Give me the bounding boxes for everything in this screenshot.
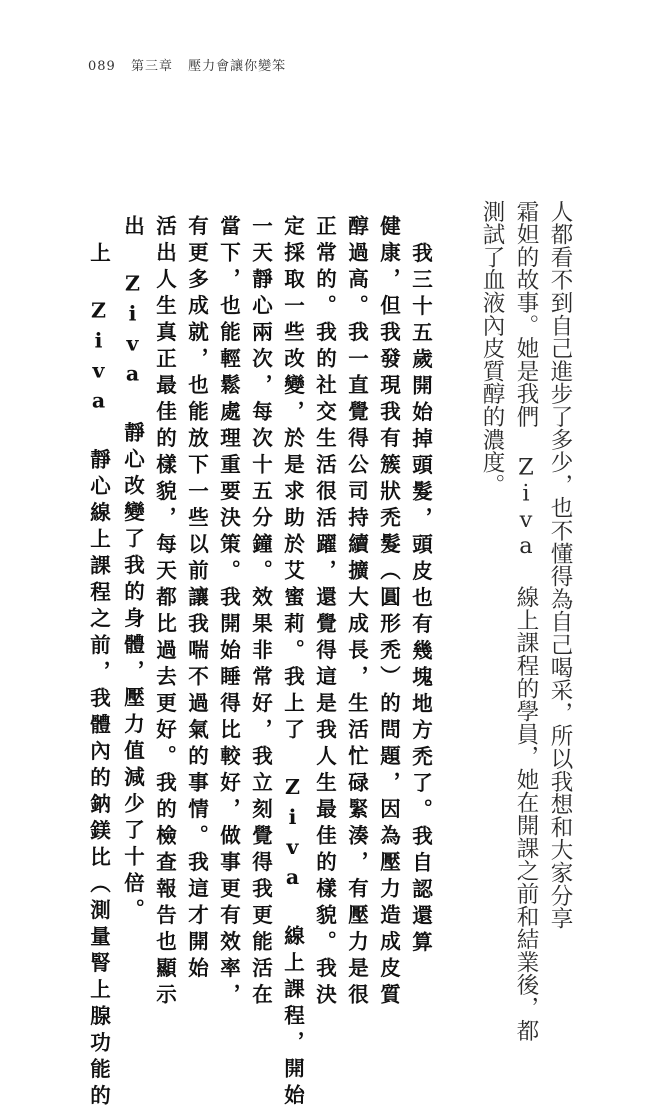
story-line-11: 上 Ziva 靜心線上課程之前，我體內的鈉鎂比（測量腎上腺功能的 <box>86 242 111 1111</box>
story-line-7: 當下，也能輕鬆處理重要決策。我開始睡得比較好，做事更有效率， <box>216 215 241 1010</box>
story-line-6: 一天靜心兩次，每次十五分鐘。效果非常好，我立刻覺得我更能活在 <box>248 215 273 1010</box>
story-line-4: 正常的。我的社交生活很活躍，還覺得這是我人生最佳的樣貌。我決 <box>312 215 337 1010</box>
story-line-1: 我三十五歲開始掉頭髮，頭皮也有幾塊地方禿了。我自認還算 <box>408 242 433 958</box>
story-line-5: 定採取一些改變，於是求助於艾蜜莉。我上了 Ziva 線上課程，開始 <box>280 215 305 1111</box>
story-line-3: 醇過高。我一直覺得公司持續擴大成長，生活忙碌緊湊，有壓力是很 <box>344 215 369 1010</box>
intro-line-3: 測試了血液內皮質醇的濃度。 <box>479 200 505 497</box>
intro-line-1: 人都看不到自己進步了多少，也不懂得為自己喝采，所以我想和大家分享 <box>547 200 573 930</box>
chapter-title: 壓力會讓你變笨 <box>188 59 287 74</box>
story-line-9: 活出人生真正最佳的樣貌，每天都比過去更好。我的檢查報告也顯示 <box>152 215 177 1010</box>
running-header <box>88 55 296 74</box>
story-line-2: 健康，但我發現我有簇狀禿髮（圓形禿）的問題，因為壓力造成皮質 <box>376 215 401 1010</box>
chapter-label: 第三章 <box>130 59 173 74</box>
page-number: 089 <box>88 59 116 74</box>
intro-line-2: 霜妲的故事。她是我們 Ziva 線上課程的學員，她在開課之前和結業後，都 <box>513 200 539 1042</box>
story-line-8: 有更多成就，也能放下一些以前讓我喘不過氣的事情。我這才開始 <box>184 215 209 984</box>
story-line-10: 出 Ziva 靜心改變了我的身體，壓力值減少了十倍。 <box>120 215 145 925</box>
